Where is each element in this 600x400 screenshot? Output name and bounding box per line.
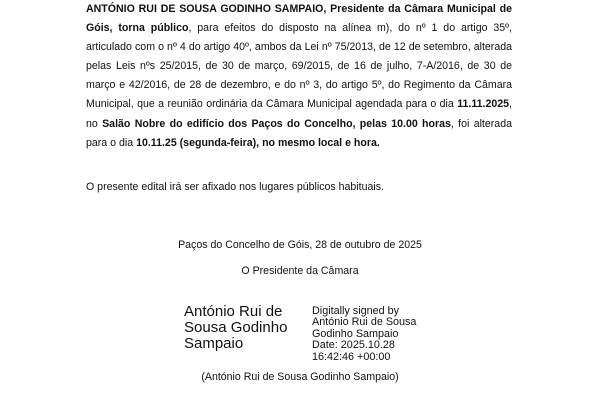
signer-role: O Presidente da Câmara <box>241 265 359 277</box>
signature-name-line: Sampaio <box>184 335 244 352</box>
announcer-intro: ANTÓNIO RUI DE SOUSA GODINHO SAMPAIO, Presidente da Câmara Municipal de Góis, torna público <box>86 3 512 35</box>
signature-detail-line: Godinho Sampaio <box>312 327 399 340</box>
signature-name-line: Sousa Godinho <box>184 319 288 336</box>
connector-text: , no <box>86 98 512 130</box>
new-date: 10.11.25 (segunda-feira), no mesmo local e hora. <box>136 136 380 149</box>
signature-detail-line: Digitally signed by <box>312 305 400 317</box>
legal-basis-text: , para efeitos do disposto na alínea m), do nº 1 do artigo 35º, articulado com o nº 4 do artigo 40º, ambos da Lei nº 75/2013, de 12 de setembro, alterada pelas Leis nºs 25/2015, de 30 de março, 69/2015, de 16 de julho, 7-A/2016, de 30 de março e 42/2016, de 28 de dezembro, e do nº 3, do artigo 5º, do Regimento da Câmara Municipal, que a reunião ordinária da Câmara Municipal agendada para o dia <box>86 22 512 111</box>
change-text: , foi alterada para o dia <box>86 117 512 149</box>
signature-name-line: António Rui de <box>184 303 283 320</box>
original-date: 11.11.2025 <box>457 98 510 111</box>
signature-detail-line: António Rui de Sousa <box>312 316 417 329</box>
signature-name <box>184 304 308 352</box>
signature-detail-line: Date: 2025.10.28 <box>312 339 395 352</box>
meeting-location: Salão Nobre do edifício dos Paços do Concelho, pelas 10.00 horas <box>102 117 451 130</box>
posting-note: O presente edital irá ser afixado nos lugares públicos habituais. <box>86 181 384 193</box>
signature-detail-line: 16:42:46 +00:00 <box>312 350 391 363</box>
signature-details <box>312 306 436 363</box>
digital-signature <box>184 304 434 368</box>
signer-caption: (António Rui de Sousa Godinho Sampaio) <box>201 371 399 383</box>
edital-paragraph <box>86 0 512 153</box>
place-date: Paços do Concelho de Góis, 28 de outubro de 2025 <box>178 239 422 251</box>
